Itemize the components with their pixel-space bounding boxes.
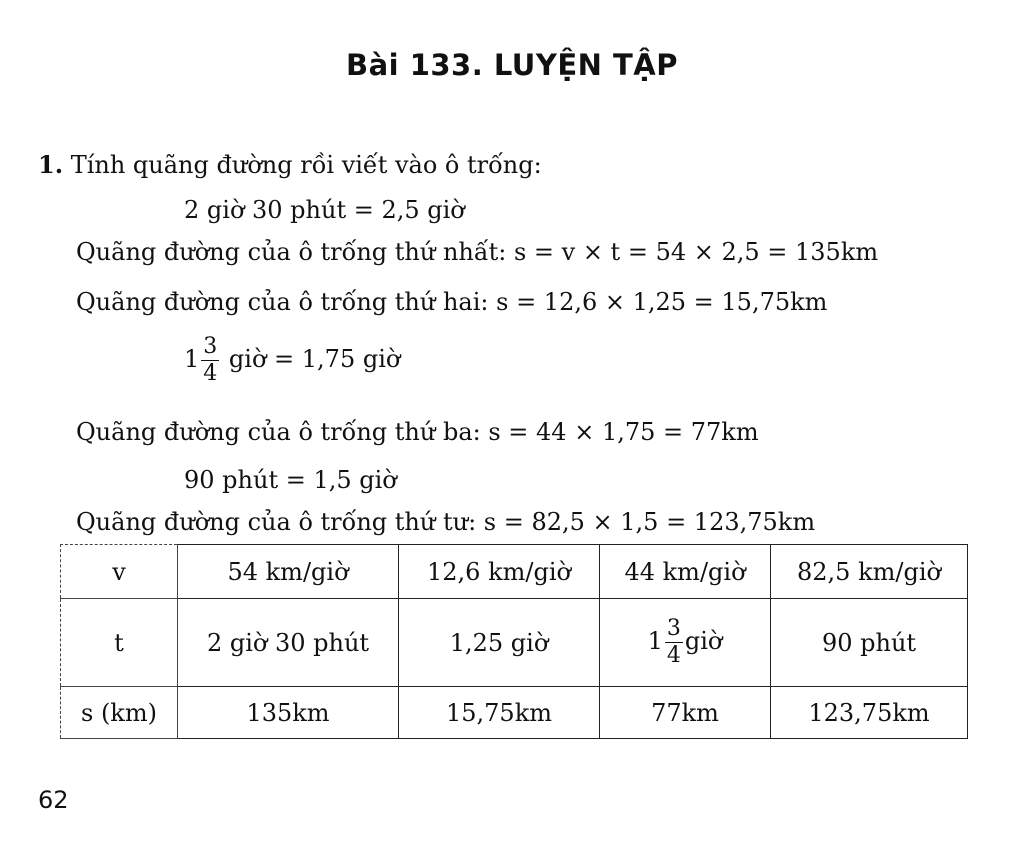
cell-t-2: 1,25 giờ <box>399 599 600 687</box>
results-table <box>60 544 968 739</box>
solution-line-2: Quãng đường của ô trống thứ hai: s = 12,6 × 1,25 = 15,75km <box>76 288 828 316</box>
cell-t-3 <box>600 599 771 687</box>
cell-s-4: 123,75km <box>771 687 968 739</box>
fraction <box>201 336 219 385</box>
cell-v-1: 54 km/giờ <box>178 545 399 599</box>
cell-s-1: 135km <box>178 687 399 739</box>
fraction-denominator: 4 <box>203 361 218 386</box>
mixed-number-whole: 1 <box>647 627 663 655</box>
cell-t-4: 90 phút <box>771 599 968 687</box>
conversion-3: 90 phút = 1,5 giờ <box>184 466 397 494</box>
conversion-2-rest: giờ = 1,75 giờ <box>228 345 401 373</box>
fraction-denominator: 4 <box>666 643 681 668</box>
cell-s-3: 77km <box>600 687 771 739</box>
row-label-t: t <box>61 599 178 687</box>
table-row-s <box>61 687 968 739</box>
mixed-number-whole: 1 <box>184 345 200 373</box>
fraction-numerator: 3 <box>666 616 681 641</box>
conversion-2 <box>184 336 400 385</box>
table-row-t <box>61 599 968 687</box>
lesson-title: Bài 133. LUYỆN TẬP <box>345 48 678 82</box>
exercise-instruction: Tính quãng đường rồi viết vào ô trống: <box>70 151 542 179</box>
cell-v-2: 12,6 km/giờ <box>399 545 600 599</box>
cell-t-1: 2 giờ 30 phút <box>178 599 399 687</box>
table-row-v <box>61 545 968 599</box>
solution-line-3: Quãng đường của ô trống thứ ba: s = 44 × 1,75 = 77km <box>76 418 759 446</box>
conversion-1: 2 giờ 30 phút = 2,5 giờ <box>184 196 465 224</box>
cell-v-3: 44 km/giờ <box>600 545 771 599</box>
cell-v-4: 82,5 km/giờ <box>771 545 968 599</box>
cell-t-3-unit: giờ <box>684 627 723 655</box>
fraction-numerator: 3 <box>203 334 218 359</box>
fraction <box>665 618 683 667</box>
solution-line-1: Quãng đường của ô trống thứ nhất: s = v × t = 54 × 2,5 = 135km <box>76 238 879 266</box>
row-label-s: s (km) <box>61 687 178 739</box>
exercise-1-heading <box>38 150 542 179</box>
exercise-number: 1. <box>38 150 64 179</box>
cell-s-2: 15,75km <box>399 687 600 739</box>
page-number: 62 <box>38 786 69 814</box>
solution-line-4: Quãng đường của ô trống thứ tư: s = 82,5 × 1,5 = 123,75km <box>76 508 816 536</box>
row-label-v: v <box>61 545 178 599</box>
